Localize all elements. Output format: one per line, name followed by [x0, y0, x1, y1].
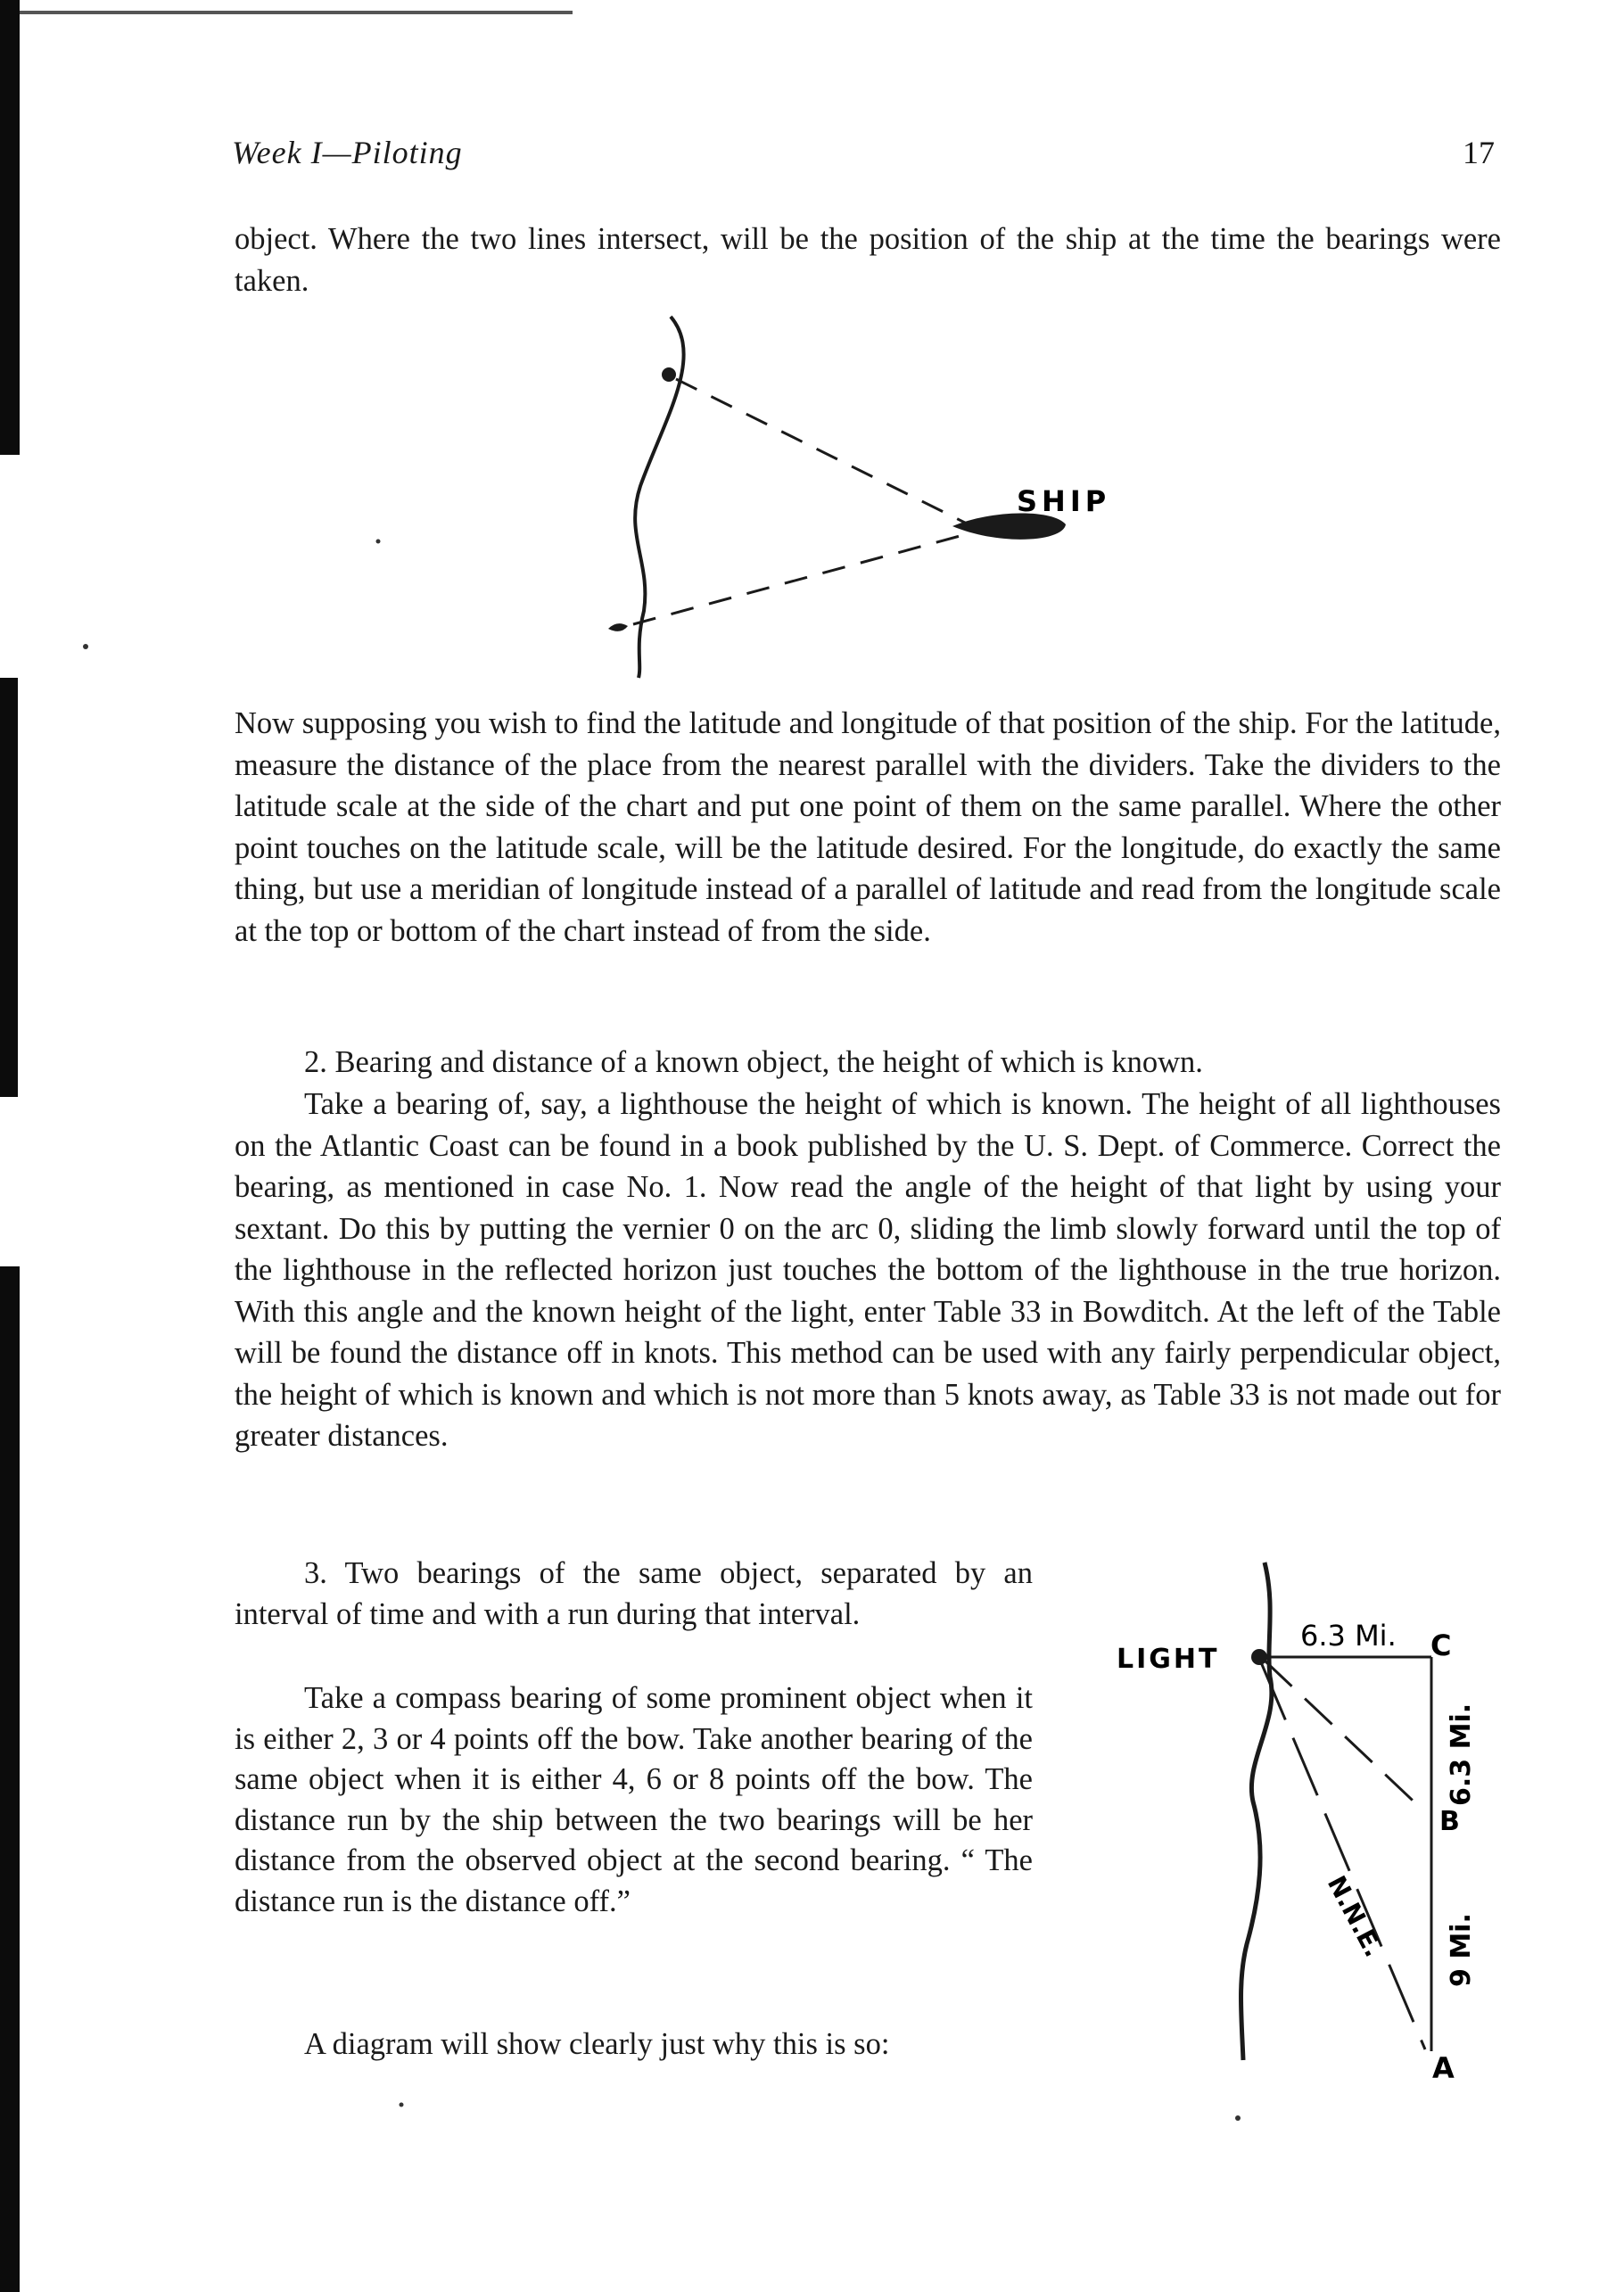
- method-2-body: Take a bearing of, say, a lighthouse the height of which is known. The height of all lighthouses on the Atlantic Coast can be found in a book published by the U. S. Dept. of Commerce. Correct the bearing, as mentioned in case No. 1. Now read the angle of the height of that light by using your sextant. Do this by putting the vernier 0 on the arc 0, sliding the limb slowly forward until the top of the lighthouse in the reflected horizon just touches the bottom of the lighthouse in the true horizon. With this angle and the known height of the light, enter Table 33 in Bowditch. At the left of the Table will be found the distance off in knots. This method can be used with any fairly perpendicular object, the height of which is known and which is not more than 5 knots away, as Table 33 is not made out for greater distances.: [235, 1087, 1501, 1453]
- ship-label: SHIP: [1017, 484, 1111, 518]
- running-title: Week I—Piloting: [232, 135, 463, 170]
- bearing-line-a: [1261, 1662, 1425, 2049]
- top-distance-label: 6.3 Mi.: [1300, 1619, 1397, 1653]
- page-number: 17: [1463, 135, 1495, 170]
- method-3-body: Take a compass bearing of some prominent object when it is either 2, 3 or 4 points off the bow. Take another bearing of the same object when it is either 4, 6 or 8 points off the bow. The distance run by the ship between the two bearings will be her distance from the observed object at the second bearing. “ The distance run is the distance off.”: [235, 1681, 1033, 1918]
- coastline: [1241, 1562, 1272, 2060]
- light-label: LIGHT: [1117, 1644, 1220, 1675]
- bearing-line-b: [1265, 1661, 1425, 1812]
- point-a-label: A: [1432, 2051, 1455, 2085]
- speck: [400, 2103, 404, 2107]
- method-3-heading: 3. Two bearings of the same object, separated by an interval of time and with a run during that interval.: [235, 1556, 1033, 1631]
- diagonal-bearing-label: N.N.E.: [1321, 1870, 1389, 1962]
- paragraph-lat-long: Now supposing you wish to find the latitude and longitude of that position of the ship. For the latitude, measure the distance of the place from the nearest parallel with the dividers. Take the dividers to the latitude scale at the side of the chart and put one point of them on the same parallel. Where the other point touches on the latitude scale, will be the latitude desired. For the longitude, do exactly the same thing, but use a meridian of longitude instead of a parallel of latitude and read from the longitude scale at the top or bottom of the chart instead of from the side.: [235, 706, 1501, 948]
- point-b-label: B: [1439, 1806, 1460, 1837]
- diagram-intro: A diagram will show clearly just why this is so:: [304, 2027, 890, 2061]
- upper-side-distance-label: 6.3 Mi.: [1446, 1703, 1477, 1806]
- speck: [1235, 2115, 1241, 2121]
- point-c-label: C: [1430, 1628, 1452, 1662]
- paragraph-continuation: object. Where the two lines intersect, will be the position of the ship at the time the bearings were taken.: [235, 222, 1501, 298]
- method-2-heading: 2. Bearing and distance of a known object, the height of which is known.: [304, 1045, 1203, 1079]
- lower-side-distance-label: 9 Mi.: [1446, 1913, 1477, 1987]
